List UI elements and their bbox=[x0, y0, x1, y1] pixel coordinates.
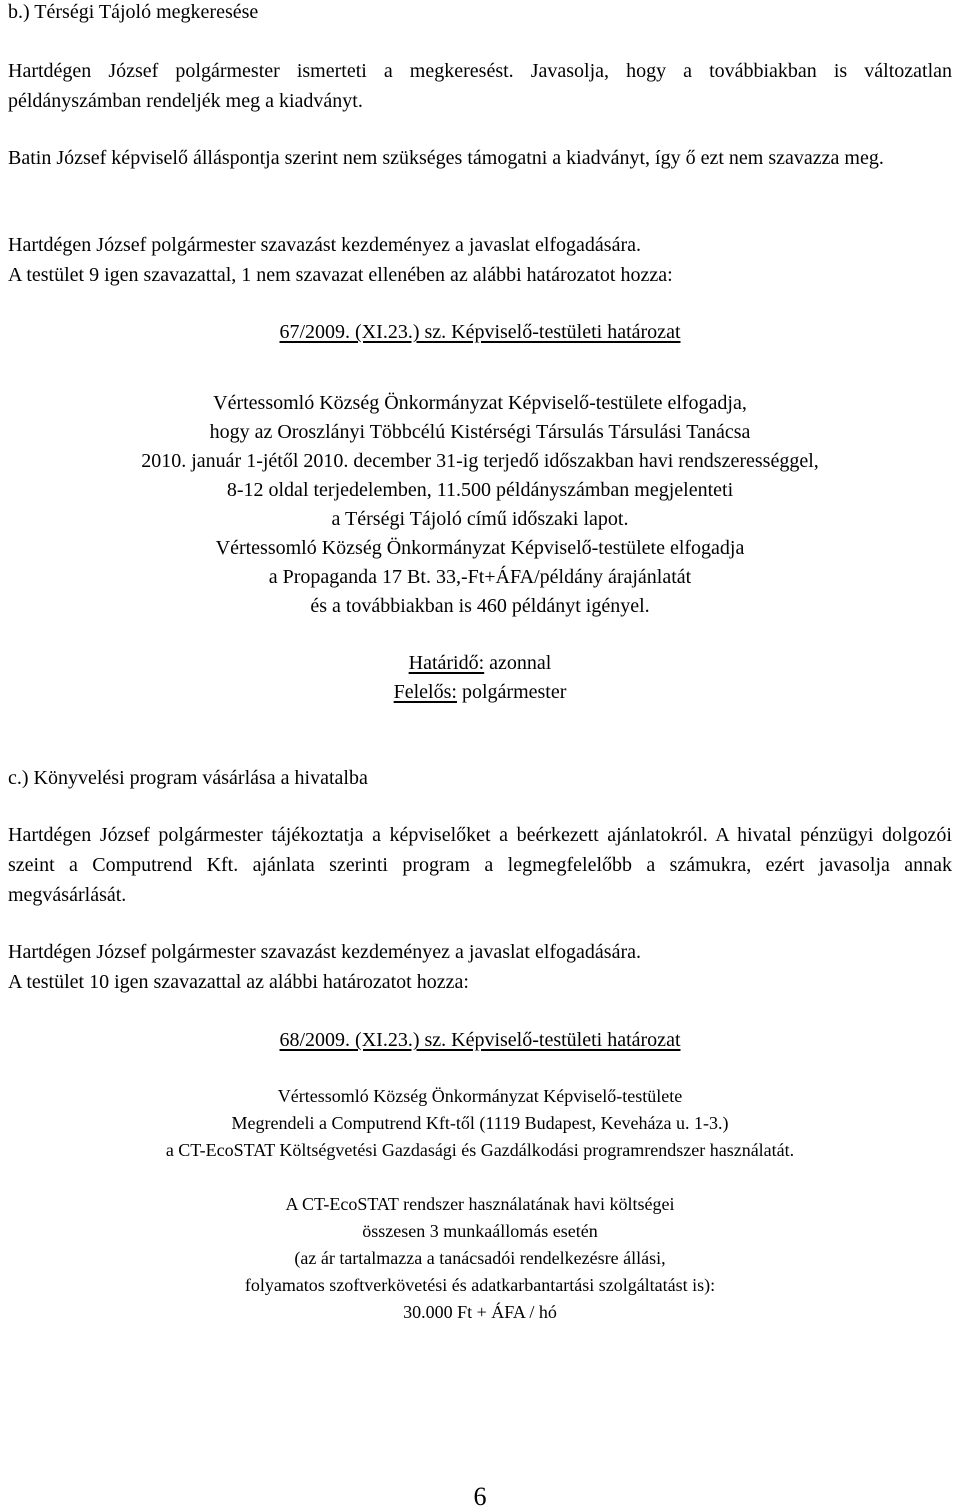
deadline-line bbox=[0, 648, 960, 678]
resolution-67-line: hogy az Oroszlányi Többcélú Kistérségi Társulás Társulási Tanácsa bbox=[209, 421, 751, 443]
resolution-67-line: a Propaganda 17 Bt. 33,-Ft+ÁFA/példány árajánlatát bbox=[268, 566, 692, 588]
resolution-67-line: 2010. január 1-jétől 2010. december 31-ig terjedő időszakban havi rendszerességgel, bbox=[141, 450, 819, 472]
cost-line: 30.000 Ft + ÁFA / hó bbox=[403, 1302, 557, 1322]
responsible-value: polgármester bbox=[456, 681, 567, 703]
section-c-vote-line-1: Hartdégen József polgármester szavazást kezdeményez a javaslat elfogadására. bbox=[8, 941, 642, 963]
section-b-vote-line-1: Hartdégen József polgármester szavazást kezdeményez a javaslat elfogadására. bbox=[8, 234, 642, 256]
page-number: 6 bbox=[473, 1482, 487, 1511]
resolution-67-title: 67/2009. (XI.23.) sz. Képviselő-testületi határozat bbox=[279, 321, 681, 343]
resolution-68-line: Megrendeli a Computrend Kft-től (1119 Budapest, Keveháza u. 1-3.) bbox=[231, 1113, 729, 1133]
section-b-paragraph-1: Hartdégen József polgármester ismerteti a megkeresést. Javasolja, hogy a továbbiakban is változatlan példányszámban rendeljék meg a kiadványt. bbox=[8, 60, 952, 112]
resolution-68-title: 68/2009. (XI.23.) sz. Képviselő-testületi határozat bbox=[279, 1029, 681, 1051]
resolution-67-line: Vértessomló Község Önkormányzat Képviselő-testülete elfogadja, bbox=[213, 392, 747, 414]
resolution-67-line: 8-12 oldal terjedelemben, 11.500 példányszámban megjelenteti bbox=[226, 479, 734, 501]
responsible-label: Felelős: bbox=[393, 681, 457, 703]
section-c-vote-line-2: A testület 10 igen szavazattal az alábbi határozatot hozza: bbox=[8, 971, 469, 993]
cost-line: összesen 3 munkaállomás esetén bbox=[362, 1221, 598, 1241]
section-b-heading: b.) Térségi Tájoló megkeresése bbox=[8, 1, 259, 23]
deadline-value: azonnal bbox=[484, 652, 552, 674]
cost-line: A CT-EcoSTAT rendszer használatának havi költségei bbox=[285, 1194, 675, 1214]
resolution-67-line: Vértessomló Község Önkormányzat Képviselő-testülete elfogadja bbox=[215, 537, 745, 559]
section-c-heading: c.) Könyvelési program vásárlása a hivatalba bbox=[8, 767, 368, 789]
resolution-68-line: Vértessomló Község Önkormányzat Képviselő-testülete bbox=[277, 1086, 683, 1106]
deadline-label: Határidő: bbox=[408, 652, 485, 674]
section-c-paragraph-1: Hartdégen József polgármester tájékoztatja a képviselőket a beérkezett ajánlatokról. A hivatal pénzügyi dolgozói szeint a Computrend Kft. ajánlata szerinti program a legmegfelelőbb a számukra, ezért javasolja annak megvásárlását. bbox=[8, 824, 952, 906]
cost-line: folyamatos szoftverkövetési és adatkarbantartási szolgáltatást is): bbox=[244, 1275, 716, 1295]
resolution-67-line: a Térségi Tájoló című időszaki lapot. bbox=[331, 508, 629, 530]
resolution-68-line: a CT-EcoSTAT Költségvetési Gazdasági és Gazdálkodási programrendszer használatát. bbox=[165, 1140, 795, 1160]
section-b-vote-line-2: A testület 9 igen szavazattal, 1 nem szavazat ellenében az alábbi határozatot hozza: bbox=[8, 264, 673, 286]
resolution-67-line: és a továbbiakban is 460 példányt igényel. bbox=[310, 595, 650, 617]
section-b-paragraph-2: Batin József képviselő álláspontja szerint nem szükséges támogatni a kiadványt, így ő ezt nem szavazza meg. bbox=[8, 147, 884, 169]
cost-line: (az ár tartalmazza a tanácsadói rendelkezésre állási, bbox=[294, 1248, 666, 1268]
responsible-line bbox=[0, 677, 960, 707]
